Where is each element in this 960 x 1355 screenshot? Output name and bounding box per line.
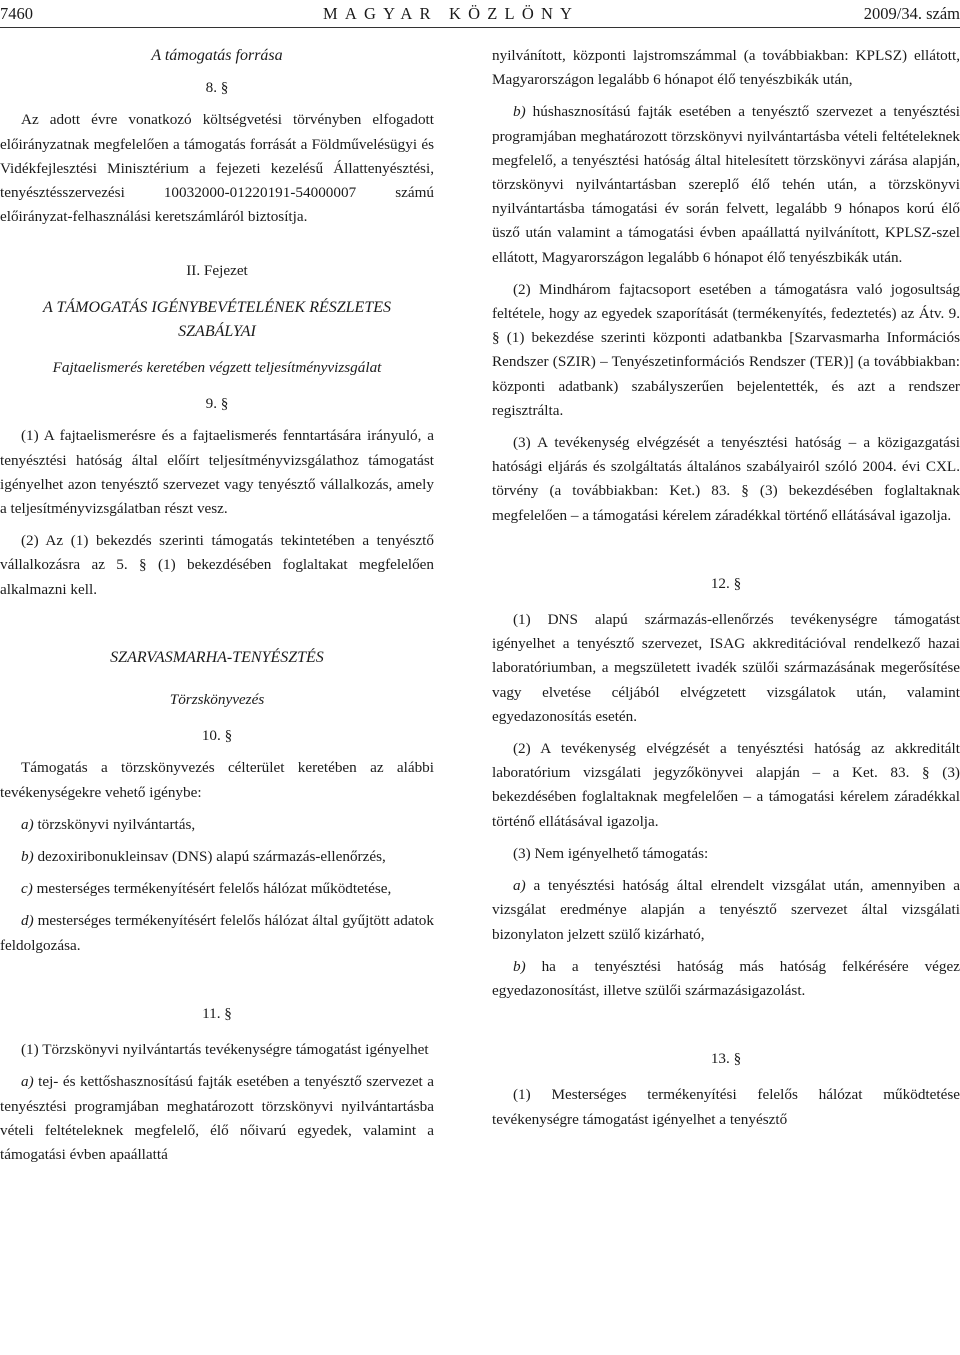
item-text: mesterséges termékenyítésért felelős hálózat által gyűjtött adatok feldolgozása. [0,912,434,954]
section-10-item-d [0,909,434,957]
item-text: törzskönyvi nyilvántartás, [37,815,196,833]
section-13-para-1: (1) Mesterséges termékenyítési felelős hálózat működtetése tevékenységre támogatást igényelhet a tenyésztő [492,1086,960,1128]
section-13-title: 13. § [710,1050,742,1068]
item-text: a tenyésztési hatóság által elrendelt vizsgálat után, amennyiben a vizsgálat eredménye alapján a tenyésztő szervezet által vizsgálati bizonylaton jelzett szülő kizárható, [492,877,960,943]
section-12-para-2: (2) A tevékenység elvégzését a tenyésztési hatóság az akkreditált laboratórium vizsgálati jegyzőkönyvei alapján – a Ket. 83. § (3) bekezdésében foglaltaknak megfelelően – a támogatási kérelem záradékkal történő ellátásával igazolja. [492,740,960,830]
issue-number: 2009/34. szám [863,4,960,23]
section-11-para-2: (2) Mindhárom fajtacsoport esetében a támogatásra való jogosultság feltétele, hogy az egyedek szaporítását (termékenyítés, fedeztetés) az Átv. 9. § (1) bekezdése szerinti központi adatbankba [Szarvasmarha Információs Rendszer (SZIR) – Tenyészetinformációs Rendszer (TER)] (a továbbiakban: központi adatbank) szabályszerűen bejelentették, és azt a rendszer regisztrálta. [492,280,960,419]
heading-forras: A támogatás forrása [151,47,283,64]
subtitle-fajtaelismeres: Fajtaelismerés keretében végzett teljesítményvizsgálat [52,359,382,377]
right-column [492,44,960,1140]
section-12-item-b [492,955,960,1003]
section-title-szarvasmarha: SZARVASMARHA-TENYÉSZTÉS [110,648,324,666]
item-text: ha a tenyésztési hatóság más hatóság felkérésére végez egyedazonosítást, illetve szülői származásigazolást. [492,957,960,999]
item-b [492,100,960,269]
section-11-title: 11. § [202,1004,232,1022]
section-8-text: Az adott évre vonatkozó költségvetési törvényben elfogadott előirányzatnak megfelelően a támogatás forrását a Földművelésügyi és Vidékfejlesztési Minisztérium a fejezeti kezelésű Állattenyésztési, tenyésztésszervezési 10032000-01220191-54000007 számú előirányzat-felhasználási keretszámláról biztosítja. [0,111,434,226]
subtitle-torzskonyvezes: Törzskönyvezés [169,691,265,709]
chapter-title: A TÁMOGATÁS IGÉNYBEVÉTELÉNEK RÉSZLETES SZABÁLYAI [42,298,391,340]
section-8-title: 8. § [205,79,229,97]
item-label: a) [21,1073,34,1091]
item-label: a) [513,877,526,895]
item-label: b) [513,103,526,121]
section-12-para-3: (3) Nem igényelhető támogatás: [513,844,709,862]
item-label: a) [21,815,34,833]
section-10-item-c [0,877,434,901]
item-text: mesterséges termékenyítésért felelős hálózat működtetése, [36,880,392,898]
left-column [0,44,434,1175]
header-rule [0,27,960,28]
section-10-item-b [0,845,434,869]
section-9-para-1: (1) A fajtaelismerésre és a fajtaelismerés fenntartására irányuló, a tenyésztési hatóság által előírt teljesítményvizsgálathoz támogatást igényelhet azon tenyésztő szervezet vagy tenyésztő vállalkozás, amely a teljesítményvizsgálatban részt vesz. [0,427,434,518]
section-12-title: 12. § [710,574,742,592]
item-label: b) [21,848,34,866]
chapter-number: II. Fejezet [186,262,248,280]
section-10-intro: Támogatás a törzskönyvezés célterület keretében az alábbi tevékenységekre vehető igénybe: [0,759,434,801]
page-number: 7460 [0,4,33,23]
publication-title: MAGYAR KÖZLÖNY [323,4,580,23]
item-label: d) [21,912,34,930]
section-12-item-a [492,874,960,947]
item-text: dezoxiribonukleinsav (DNS) alapú származás-ellenőrzés, [37,848,386,866]
section-11-para-1: (1) Törzskönyvi nyilvántartás tevékenységre támogatást igényelhet [21,1041,429,1059]
item-label: c) [21,880,33,898]
section-10-title: 10. § [201,727,233,745]
item-text: húshasznosítású fajták esetében a tenyésztő szervezet a tenyésztési programjában meghatározott törzskönyvi nyilvántartásba vételi feltételeknek megfelelő, a tenyésztési hatóság által hitelesített törzskönyvi zárása alapján, törzskönyvi nyilvántartásban szereplő élő tehén után, a törzskönyvi nyilvántartásba támogatási év során felvett, legalább 9 hónapos korú élő üsző után valamint a támogatási évben apaállattá nyilvánított, KPLSZ-szel ellátott, Magyarországon legalább 6 hónapot élő tenyészbikák után. [492,103,960,266]
section-11-item-a [0,1070,434,1167]
item-text: tej- és kettőshasznosítású fajták esetében a tenyésztő szervezet a tenyésztési programjában meghatározott törzskönyvi nyilvántartásba vételi feltételeknek megfelelő, élő nőivarú egyedek, valamint a támogatási évben apaállattá [0,1073,434,1163]
page-header [0,3,960,27]
section-11-para-3: (3) A tevékenység elvégzését a tenyésztési hatóság – a közigazgatási hatósági eljárás és szolgáltatás általános szabályairól szóló 2004. évi CXL. törvény (a továbbiakban: Ket.) 83. § (3) bekezdésében foglaltaknak megfelelően – a támogatási kérelem záradékkal történő ellátásával igazolja. [492,434,960,524]
section-9-title: 9. § [205,395,229,413]
continued-text: nyilvánított, központi lajstromszámmal (a továbbiakban: KPLSZ) ellátott, Magyarországon legalább 6 hónapot élő tenyészbikák után, [492,47,960,89]
section-12-para-1: (1) DNS alapú származás-ellenőrzés tevékenységre támogatást igényelhet a tenyésztő szervezet, ISAG akkreditációval rendelkező hazai laboratóriumban, a megszületett ivadék szülői származásának megerősítése vagy elvetése céljából elvégzetett vizsgálatok után, valamint egyedazonosítás esetén. [492,611,960,725]
item-label: b) [513,957,526,975]
section-10-item-a [0,813,434,837]
section-9-para-2: (2) Az (1) bekezdés szerinti támogatás tekintetében a tenyésztő vállalkozásra az 5. § (1) bekezdésében foglaltakat megfelelően alkalmazni kell. [0,532,434,598]
